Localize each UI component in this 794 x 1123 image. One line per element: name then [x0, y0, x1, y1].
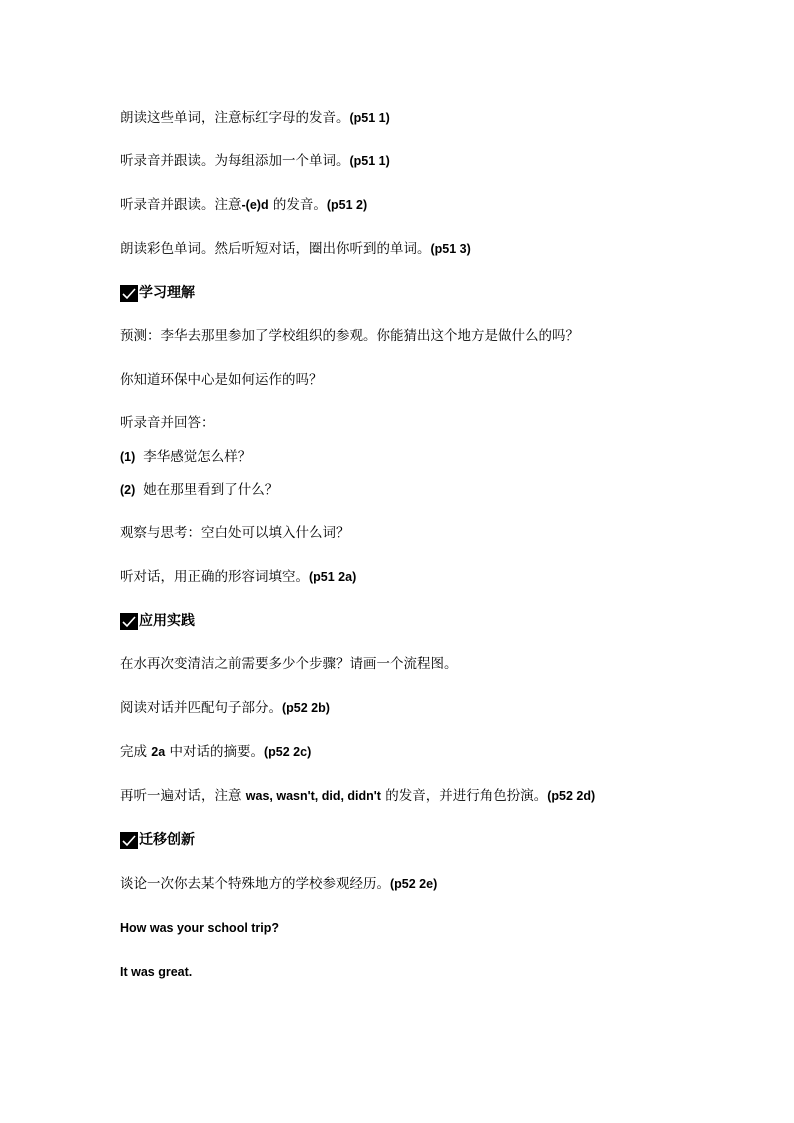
section-heading-understanding [120, 283, 195, 303]
item-text-continued: 的发音，并进行角色扮演。 [380, 788, 548, 804]
item-text: 你知道环保中心是如何运作的吗？ [120, 372, 323, 388]
question-number: (1) [120, 450, 136, 464]
page-reference: (p51 1) [349, 154, 390, 168]
item-text: 谈论一次你去某个特殊地方的学校参观经历。 [120, 876, 390, 892]
section-heading-innovation [120, 830, 195, 850]
question-text: 李华感觉怎么样？ [143, 449, 252, 465]
section-title: 应用实践 [139, 613, 195, 629]
section1-item-1 [120, 327, 579, 345]
page-reference: (p52 2d) [547, 789, 596, 803]
section-title: 迁移创新 [139, 832, 195, 848]
checkbox-checked-icon [120, 285, 138, 302]
instruction-text: 朗读彩色单词。然后听短对话，圈出你听到的单词。 [120, 241, 431, 257]
question-text: 她在那里看到了什么？ [143, 482, 279, 498]
item-text: 听对话，用正确的形容词填空。 [120, 569, 309, 585]
section1-item-6 [120, 524, 350, 542]
dialogue-line-2: It was great. [120, 965, 193, 979]
question-number: (2) [120, 483, 136, 497]
page-reference: (p51 2) [326, 198, 368, 212]
instruction-text-continued: 的发音。 [268, 197, 327, 213]
page-reference: (p51 2a) [309, 570, 357, 584]
instruction-text: 听录音并跟读。注意 [120, 197, 242, 213]
page-reference: (p52 2c) [264, 745, 312, 759]
instruction-line-4 [120, 240, 471, 258]
checkbox-checked-icon [120, 832, 138, 849]
item-text-continued: 中对话的摘要。 [165, 744, 264, 760]
section3-item-1 [120, 875, 437, 893]
section-heading-practice [120, 611, 195, 631]
instruction-text: 朗读这些单词，注意标红字母的发音。 [120, 110, 350, 126]
exercise-term: 2a [151, 745, 166, 759]
instruction-line-1 [120, 109, 390, 127]
section1-question-2 [120, 481, 278, 499]
section1-item-2 [120, 371, 323, 389]
suffix-term: -(e)d [241, 198, 269, 212]
item-text: 观察与思考：空白处可以填入什么词？ [120, 525, 350, 541]
dialogue-line-1: How was your school trip? [120, 921, 280, 935]
instruction-line-2 [120, 152, 390, 170]
section2-item-4 [120, 787, 595, 805]
section1-item-7 [120, 568, 356, 586]
item-text: 在水再次变清洁之前需要多少个步骤？请画一个流程图。 [120, 656, 458, 672]
section2-item-3 [120, 743, 311, 761]
word-list: was, wasn't, did, didn't [245, 789, 381, 803]
section2-item-2 [120, 699, 330, 717]
item-text: 预测：李华去那里参加了学校组织的参观。你能猜出这个地方是做什么的吗？ [120, 328, 579, 344]
section1-item-3 [120, 414, 215, 432]
page-reference: (p51 1) [349, 111, 390, 125]
section-title: 学习理解 [139, 285, 195, 301]
section2-item-1 [120, 655, 458, 673]
instruction-line-3 [120, 196, 367, 214]
page-reference: (p52 2b) [282, 701, 330, 715]
item-text: 听录音并回答： [120, 415, 215, 431]
item-text: 阅读对话并匹配句子部分。 [120, 700, 282, 716]
page-reference: (p51 3) [430, 242, 471, 256]
item-text: 再听一遍对话，注意 [120, 788, 246, 804]
page-reference: (p52 2e) [390, 877, 438, 891]
item-text: 完成 [120, 744, 152, 760]
instruction-text: 听录音并跟读。为每组添加一个单词。 [120, 153, 350, 169]
checkbox-checked-icon [120, 613, 138, 630]
section1-question-1 [120, 448, 251, 466]
